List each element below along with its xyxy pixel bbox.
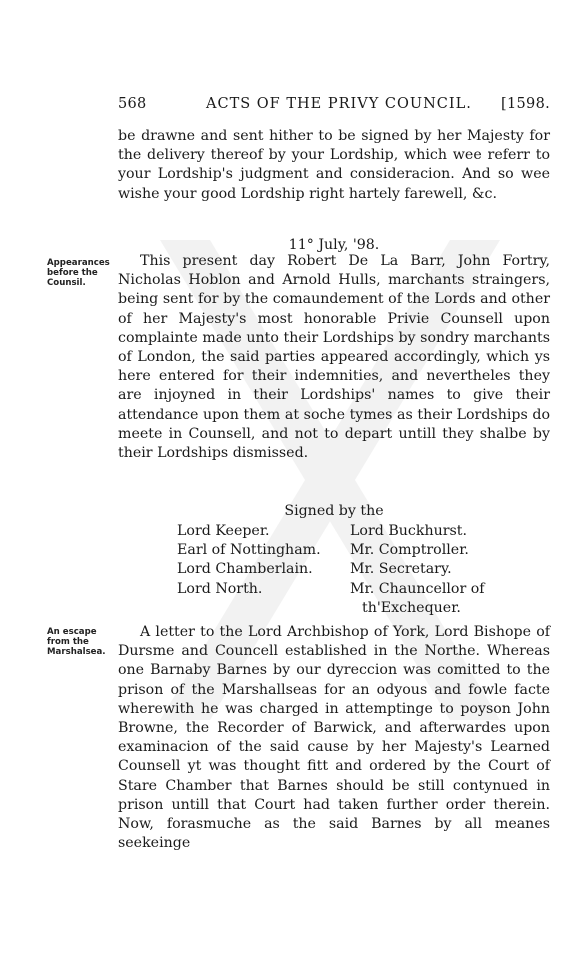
- paragraph-letter: [118, 623, 550, 853]
- margin-note-appearances: Appearances before the Counsil.: [47, 258, 110, 288]
- signatory: Lord Keeper.: [177, 523, 270, 539]
- signatory: Lord Buckhurst.: [350, 523, 467, 539]
- signatories-right: [350, 522, 485, 618]
- signatory: Mr. Secretary.: [350, 561, 452, 578]
- running-year: [1598.: [501, 96, 550, 112]
- signatory-continuation: th'Exchequer.: [362, 599, 461, 616]
- running-title: ACTS OF THE PRIVY COUNCIL.: [206, 96, 472, 112]
- margin-note-escape: An escape from the Marshalsea.: [47, 627, 106, 657]
- paragraph-continuation: [118, 127, 550, 204]
- signatory: Mr. Comptroller.: [350, 542, 469, 559]
- paragraph-appearances: [118, 252, 550, 463]
- signatory: Lord Chamberlain.: [177, 561, 313, 578]
- running-header: [118, 96, 550, 118]
- signatory: Lord North.: [177, 580, 263, 597]
- paragraph-text: A letter to the Lord Archbishop of York, Lord Bishope of Dursme and Councell established in the Northe. Whereas one Barnaby Barnes by our dyreccion was comitted to the prison of the Marshallseas for an odyous and fowle facte wherewith he was charged in attemptinge to poyson John Browne, the Recorder of Barwick, and afterwardes upon examinacion of the said cause by her Majesty's Learned Counsell yt was thought fitt and ordered by the Court of Stare Chamber that Barnes should be still contynued in prison untill that Court had taken further order therein. Now, forasmuche as the said Barnes by all meanes seekeinge: [118, 624, 550, 852]
- signatory: Mr. Chauncellor of: [350, 580, 485, 597]
- paragraph-text: This present day Robert De La Barr, John Fortry, Nicholas Hoblon and Arnold Hulls, marchants straingers, being sent for by the comaundement of the Lords and other of her Majesty's most honorable Privie Counsell upon complainte made unto their Lordships by sondry marchants of London, the said parties appeared accordingly, which ys here entered for their indemnities, and nevertheles they are injoyned in their Lordships' names to give their attendance upon them at soche tymes as their Lordships do meete in Counsell, and not to depart untill they shalbe by their Lordships dismissed.: [118, 253, 550, 462]
- signatories-left: [177, 522, 321, 599]
- signatory: Earl of Nottingham.: [177, 542, 321, 559]
- paragraph-text: be drawne and sent hither to be signed by her Majesty for the delivery thereof by your Lordship, which wee referr to your Lordship's judgment and consideracion. And so wee wishe your good Lordship right hartely farewell, &c.: [118, 128, 550, 202]
- page-number: 568: [118, 96, 147, 112]
- entry-date: 11° July, '98.: [288, 237, 380, 253]
- signed-heading: Signed by the: [284, 503, 384, 519]
